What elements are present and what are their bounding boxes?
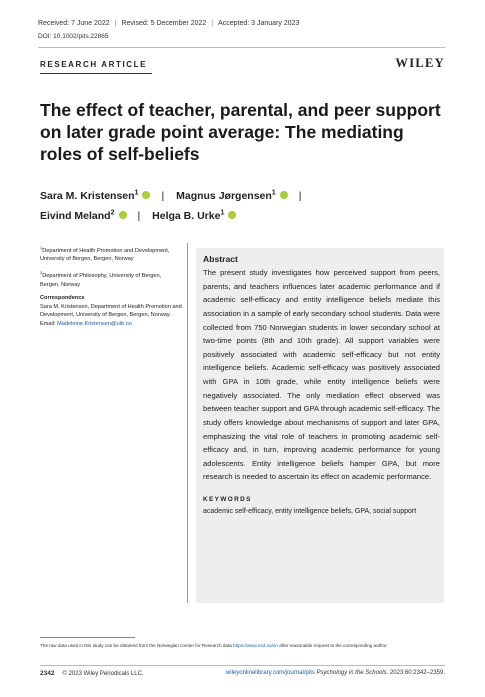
affiliation: $^2$Department of Philosophy, University of Bergen, Bergen, Norway xyxy=(40,270,162,288)
author-name[interactable]: Magnus Jørgensen$^1$ xyxy=(176,189,276,202)
journal-citation xyxy=(226,670,445,676)
publisher-logo[interactable]: WILEY xyxy=(395,56,445,70)
affiliation: $^1$Department of Health Promotion and Development, University of Bergen, Bergen, Norway xyxy=(40,245,170,263)
data-link[interactable]: https://www.nsd.no/en xyxy=(233,643,278,648)
abstract-box xyxy=(196,248,444,603)
article-type-label: RESEARCH ARTICLE xyxy=(40,60,148,69)
affiliations-column xyxy=(40,244,182,333)
separator: | xyxy=(211,20,214,27)
author-name[interactable]: Sara M. Kristensen$^1$ xyxy=(40,189,139,202)
author-list xyxy=(40,186,460,226)
footnote-rule xyxy=(40,637,135,638)
revised-date: Revised: 5 December 2022 xyxy=(121,20,207,27)
correspondence-heading: Correspondence xyxy=(40,295,85,302)
citation: 2023;60:2342–2359. xyxy=(389,670,445,676)
author-separator: | xyxy=(161,190,165,202)
email-link[interactable]: Madeleine.Kristensen@uib.no xyxy=(57,320,132,327)
orcid-icon[interactable] xyxy=(142,191,150,199)
accepted-date: Accepted: 3 January 2023 xyxy=(218,20,300,27)
author-separator: | xyxy=(137,210,141,222)
keywords-heading: KEYWORDS xyxy=(203,496,252,503)
keywords-text: academic self-efficacy, entity intelligence beliefs, GPA, social support xyxy=(203,508,417,515)
page-number: 2342 xyxy=(40,670,55,677)
footer-rule xyxy=(40,665,445,666)
doi[interactable]: DOI: 10.1002/pits.22865 xyxy=(38,33,109,40)
correspondence-body: Sara M. Kristensen, Department of Health Promotion and Development, University of Bergen, Bergen, Norway. Email: Madeleine.Kristensen@uib.no xyxy=(40,303,182,327)
orcid-icon[interactable] xyxy=(280,191,288,199)
column-divider xyxy=(187,243,188,603)
journal-url[interactable]: wileyonlinelibrary.com/journal/pits xyxy=(225,670,315,676)
author-name[interactable]: Eivind Meland$^2$ xyxy=(40,209,115,222)
abstract-text: The present study investigates how perceived support from peers, parents, and teachers influences later academic performance and if academic self-efficacy and entity intelligence beliefs mediate this association in a sample of early secondary school students. Data were collected from 750 Norwegian students in lower secondary school at two-time points (8th and 10th grade). All support variables were positively associated with academic self-efficacy but not entity intelligence beliefs. Academic self-efficacy was positively associated with GPA in 10th grade, while entity intelligence beliefs were negatively associated. The only mediation effect observed was between teacher support and GPA through academic self-efficacy. The study offers knowledge about mechanisms of support and later GPA, emphasizing the vital role of teachers in promoting academic self-efficacy and, in turn, improving academic performance for young adolescents. Entity intelligence beliefs hamper GPA, but more research is needed to ascertain its effect on academic performance. xyxy=(203,268,440,482)
received-date: Received: 7 June 2022 xyxy=(38,20,110,27)
article-type-underline xyxy=(40,73,152,74)
author-name[interactable]: Helga B. Urke$^1$ xyxy=(152,209,225,222)
dates-line xyxy=(38,20,445,27)
copyright: © 2023 Wiley Periodicals LLC. xyxy=(62,671,144,677)
data-availability-footnote: The raw data used in this study can be obtained from the Norwegian Center for Research data https://www.nsd.no/en after reasonable request to the corresponding author. xyxy=(40,643,388,648)
orcid-icon[interactable] xyxy=(119,211,127,219)
article-history xyxy=(38,20,445,48)
author-separator: | xyxy=(298,190,302,202)
orcid-icon[interactable] xyxy=(228,211,236,219)
article-title: The effect of teacher, parental, and peer support on later grade point average: The mediating roles of self-beliefs xyxy=(40,100,441,164)
journal-name: Psychology in the Schools. xyxy=(316,670,389,676)
abstract-heading: Abstract xyxy=(203,254,238,264)
separator: | xyxy=(114,20,117,27)
page-footer xyxy=(40,670,445,677)
